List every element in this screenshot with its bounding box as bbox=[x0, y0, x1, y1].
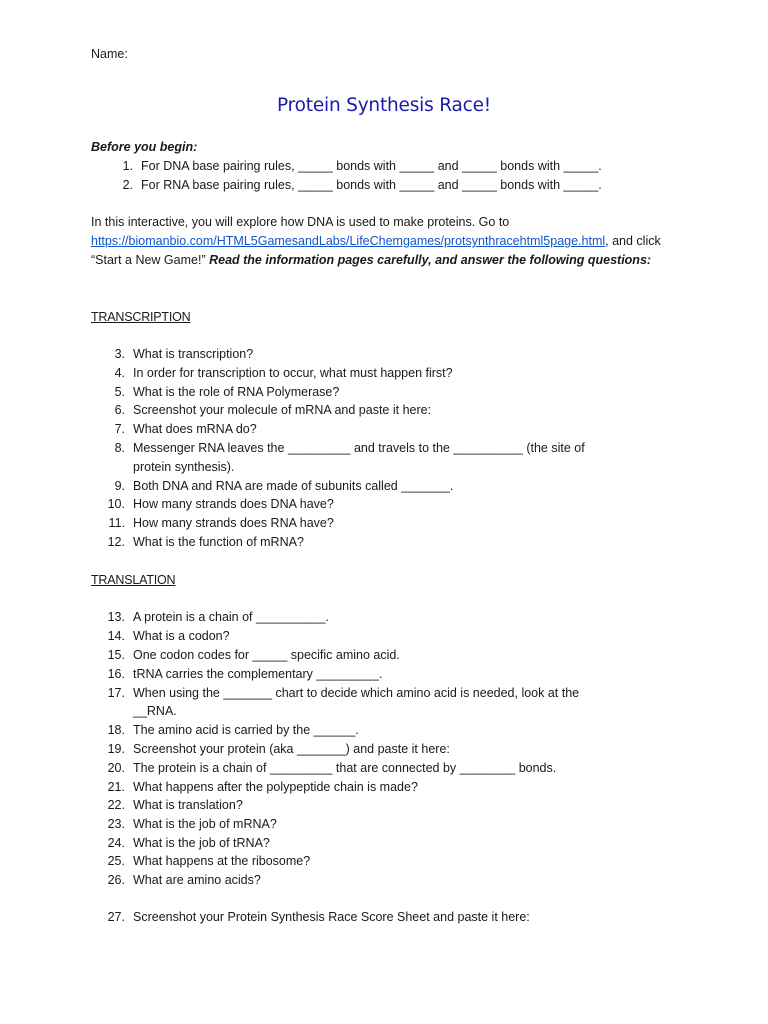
item-number: 13. bbox=[107, 610, 125, 624]
list-item bbox=[101, 684, 579, 703]
list-item bbox=[101, 852, 310, 871]
item-number: 22. bbox=[107, 798, 125, 812]
item-number: 24. bbox=[107, 836, 125, 850]
item-number: 3. bbox=[114, 347, 125, 361]
item-number: 23. bbox=[107, 817, 125, 831]
item-number: 10. bbox=[107, 497, 125, 511]
item-text: When using the _______ chart to decide which amino acid is needed, look at the bbox=[133, 686, 580, 700]
item-number: 15. bbox=[107, 648, 125, 662]
item-number: 18. bbox=[107, 723, 125, 737]
item-text: For DNA base pairing rules, _____ bonds with _____ and _____ bonds with _____. bbox=[141, 159, 602, 173]
list-item bbox=[101, 420, 257, 439]
item-number: 7. bbox=[114, 422, 125, 436]
list-item bbox=[101, 439, 585, 458]
list-item bbox=[101, 721, 359, 740]
item-text: What happens after the polypeptide chain is made? bbox=[133, 780, 418, 794]
item-number: 11. bbox=[108, 516, 125, 530]
list-item bbox=[101, 778, 418, 797]
list-item bbox=[101, 834, 270, 853]
list-item bbox=[101, 815, 277, 834]
item-number: 2. bbox=[122, 178, 133, 192]
list-item bbox=[101, 495, 334, 514]
item-number: 19. bbox=[107, 742, 125, 756]
list-item bbox=[101, 759, 556, 778]
list-item bbox=[101, 796, 243, 815]
item-text: In order for transcription to occur, what must happen first? bbox=[133, 366, 453, 380]
transcription-heading: TRANSCRIPTION bbox=[91, 310, 191, 324]
item-text: Screenshot your Protein Synthesis Race Score Sheet and paste it here: bbox=[133, 910, 530, 924]
item-text: Both DNA and RNA are made of subunits called _______. bbox=[133, 479, 454, 493]
item-text: Screenshot your protein (aka _______) and paste it here: bbox=[133, 742, 450, 756]
intro-paragraph bbox=[91, 213, 671, 270]
list-item bbox=[101, 665, 382, 684]
name-label: Name: bbox=[91, 47, 128, 61]
item-text: What is a codon? bbox=[133, 629, 230, 643]
item-text: Messenger RNA leaves the _________ and travels to the __________ (the site of bbox=[133, 441, 585, 455]
final-item bbox=[101, 908, 530, 927]
item-text: What are amino acids? bbox=[133, 873, 261, 887]
list-item bbox=[101, 646, 400, 665]
list-item bbox=[101, 477, 453, 496]
intro-text-after-link: , and click “Start a New Game!” bbox=[91, 234, 661, 267]
list-item bbox=[101, 383, 339, 402]
list-item bbox=[109, 157, 602, 176]
item-text: The protein is a chain of _________ that are connected by ________ bonds. bbox=[133, 761, 557, 775]
intro-instructions: Read the information pages carefully, and answer the following questions: bbox=[209, 253, 652, 267]
list-item-continuation bbox=[101, 458, 234, 477]
item-number: 14. bbox=[107, 629, 125, 643]
list-item bbox=[109, 176, 602, 195]
list-item bbox=[101, 401, 431, 420]
item-text-continuation: protein synthesis). bbox=[133, 460, 235, 474]
item-text: A protein is a chain of __________. bbox=[133, 610, 329, 624]
item-number: 1. bbox=[122, 159, 133, 173]
list-item bbox=[101, 345, 253, 364]
list-item bbox=[101, 533, 304, 552]
game-link[interactable]: https://biomanbio.com/HTML5GamesandLabs/LifeChemgames/protsynthracehtml5page.html bbox=[91, 234, 606, 248]
item-text: What is the function of mRNA? bbox=[133, 535, 304, 549]
translation-heading: TRANSLATION bbox=[91, 573, 176, 587]
item-number: 8. bbox=[114, 441, 125, 455]
item-number: 5. bbox=[114, 385, 125, 399]
item-text: One codon codes for _____ specific amino acid. bbox=[133, 648, 400, 662]
item-text: What is translation? bbox=[133, 798, 243, 812]
item-text: Screenshot your molecule of mRNA and paste it here: bbox=[133, 403, 432, 417]
item-number: 17. bbox=[107, 686, 125, 700]
list-item bbox=[101, 514, 334, 533]
list-item bbox=[101, 740, 450, 759]
item-text: What is the job of mRNA? bbox=[133, 817, 277, 831]
list-item-continuation bbox=[101, 702, 177, 721]
item-text: For RNA base pairing rules, _____ bonds with _____ and _____ bonds with _____. bbox=[141, 178, 602, 192]
item-text: What does mRNA do? bbox=[133, 422, 257, 436]
item-text: The amino acid is carried by the ______. bbox=[133, 723, 359, 737]
item-number: 9. bbox=[114, 479, 125, 493]
list-item bbox=[101, 871, 261, 890]
item-text: How many strands does RNA have? bbox=[133, 516, 334, 530]
item-number: 25. bbox=[107, 854, 125, 868]
item-number: 16. bbox=[107, 667, 125, 681]
list-item bbox=[101, 627, 230, 646]
item-text: How many strands does DNA have? bbox=[133, 497, 334, 511]
item-number: 27. bbox=[107, 910, 125, 924]
item-number: 20. bbox=[107, 761, 125, 775]
page-title: Protein Synthesis Race! bbox=[277, 95, 491, 116]
item-text: tRNA carries the complementary _________. bbox=[133, 667, 383, 681]
item-text: What happens at the ribosome? bbox=[133, 854, 311, 868]
intro-text: In this interactive, you will explore how DNA is used to make proteins. Go to bbox=[91, 215, 510, 229]
item-text-continuation: __RNA. bbox=[133, 704, 177, 718]
item-text: What is transcription? bbox=[133, 347, 254, 361]
item-number: 26. bbox=[107, 873, 125, 887]
list-item bbox=[101, 364, 453, 383]
item-number: 12. bbox=[107, 535, 125, 549]
item-text: What is the job of tRNA? bbox=[133, 836, 270, 850]
before-heading: Before you begin: bbox=[91, 140, 198, 154]
item-number: 21. bbox=[107, 780, 125, 794]
list-item bbox=[101, 608, 329, 627]
item-number: 4. bbox=[114, 366, 125, 380]
item-number: 6. bbox=[114, 403, 125, 417]
item-text: What is the role of RNA Polymerase? bbox=[133, 385, 340, 399]
